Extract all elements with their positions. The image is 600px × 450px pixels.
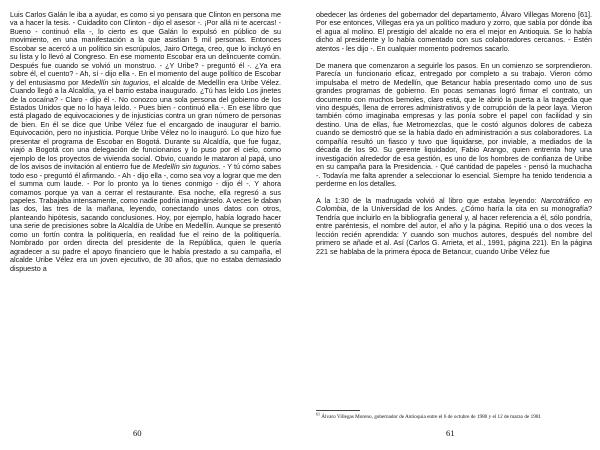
text-run: , el alcalde de Medellín era Uribe Vélez. Cuando llegó a la Alcaldía, ya el barrio estaba inaugurado. ¿Tú has leído Los jinetes de la cocaína? - Claro - dijo él -. No conozco una sola persona del gobierno de los Estados Unidos que no lo haya leído. - Pues bien - continuó ella -. En ese libro que está plagado de equivocaciones y de injusticias contra un gran número de personas de bien. En él se dice que Uribe Vélez fue el encargado de inaugurar el barrio. Equivocación, pero no injusticia. Porque Uribe Vélez no lo inauguró. Lo que hizo fue presentar el programa de Escobar en Bogotá. Durante su Alcaldía, que fue fugaz, viajó a Bogotá con una delegación de funcionarios y lo puso por el cielo, como ejemplo de los proyectos de vivienda social. Obvio, cuando le mataron al papá, uno de los avisos de invitación al entierro fue de [10,77,281,172]
text-run: . Por ese entonces, Villegas era ya un político maduro y zorro, que sabía por dónde iba el agua al molino. El prestigio del alcalde no era el mejor en Antioquia. Se lo había dicho al presidente y lo había comentado con sus colaboradores cercanos. - Estén atentos - les dijo -. En cualquier momento podremos sacarlo. [316,10,592,53]
right-page-text [316,11,592,256]
text-run: obedecer las órdenes del gobernador del departamento, Álvaro Villegas Moreno [316,10,578,19]
paragraph [10,11,281,273]
left-page [10,11,281,431]
text-run: , de la Universidad de los Andes. ¿Cómo haría la cita en su monografía? Tendría que incluirlo en la bibliografía general y, al hacer referencia a él, sólo pondría, entre paréntesis, el nombre del autor, el año y la página. Repitió una o dos veces la lección recién aprendida: Y cuando son muchos autores, después del nombre del primero se añade et al. Así (Carlos G. Arrieta, et al., 1991, página 221). En la página 221 se hablaba de la primera época de Betancur, cuando Uribe Vélez fue [316,204,592,256]
paragraph [316,11,592,53]
italic-title: Medellín sin tugurios [152,162,219,172]
right-page [316,11,592,431]
text-run: A la 1:30 de la madrugada volvió al libro que estaba leyendo: [316,195,541,205]
italic-title: Medellín sin tugurios [81,77,149,87]
left-page-text [10,11,281,273]
footnote-text: Álvaro Villegas Moreno, gobernador de Antioquia entre el 6 de octubre de 1980 y el 12 de marzo de 1981 [320,414,542,420]
text-run: Luis Carlos Galán le iba a ayudar, es como si yo pensara que Clinton en persona me va a hacer la tesis. - Cuidadito con Clinton - dijo el asesor -. ¡Por allá ni te acercas! - Bueno - continuó ella -, lo cierto es que Galán lo expulsó en público de su movimiento, en una manifestación a la que asistían 5 mil personas. Entonces Escobar se acercó a un político sin escrúpulos, Jairo Ortega, creo, que lo incluyó en su lista y lo llevó al Congreso. En ese momento Escobar era un delincuente común. Después fue cuando se volvió un monstruo. - ¿Y Uribe? - preguntó él -. ¿Ya era sobre él, el cuento? - Ah, sí - dijo ella -. En el momento del auge político de Escobar y del entusiasmo por [10,10,281,87]
italic-title: Narcotráfico en Colombia [316,195,592,214]
paragraph [316,197,592,256]
page-number-right: 61 [446,428,455,438]
text-run: . - Y tú cómo sabes todo eso - preguntó él afirmando. - Ah - dijo ella -, como sea voy a lograr que me den el summa cum laude. - Por lo pronto ya lo tienes conmigo - dijo él -. Y ahora comamos porque ya van a cerrar el restaurante. Esa noche, ella regresó a sus papeles. Trabajaba intensamente, como nadie podría imaginárselo. A veces le daban las dos, las tres de la mañana, leyendo, conectando unos datos con otros, planteando hipótesis, sacando conclusiones. Hoy, por ejemplo, había logrado hacer una serie de precisiones sobre la Alcaldía de Uribe en Medellín. Aunque se presentó como un fortín contra la politiquería, en realidad fue el reino de la politiquería. Nombrado por orden directa del presidente de la República, quien le quería agradecer a su padre el apoyo financiero que le había prestado a su campaña, el alcalde Uribe Vélez era un joven ejecutivo, de 30 años, que no estaba demasiado dispuesto a [10,162,281,273]
footnote [316,411,592,420]
footnote-marker: 61 [316,411,320,417]
page-number-left: 60 [133,428,142,438]
footnote-divider [316,410,360,411]
paragraph: De manera que comenzaron a seguirle los pasos. En un comienzo se sorprendieron. Parecía un funcionario eficaz, entregado por completo a su trabajo. Vieron cómo impulsaba el metro de Medellín, que Betancur había presentado como uno de sus grandes programas de gobierno. En pocas semanas logró firmar el contrato, un documento con muchos bemoles, claro está, que le abrió la puerta a la tragedia que vino después, llena de errores administrativos y de corrupción de la peor laya. Vieron también cómo imaginaba empresas y las ponía sobre el papel con facilidad y sin destino. Una de ellas, fue Metromezclas, que le costó algunos dolores de cabeza cuando se demostró que se la había dado en administración a sus colaboradores. La compañía resultó un fiasco y tuvo que liquidarse, por inviable, a mediados de la década de los 90. Su gerente liquidador, Fabio Arango, quien entrenta hoy una investigación alrededor de esa gestión, es uno de los hombres de confianza de Uribe en su campaña para la Presidencia. - Qué cantidad de papeles - pensó la muchacha -. Todavía me falta aprender a seleccionar lo esencial. Siempre ha tenido tendencia a perderme en los detalles. [316,60,592,189]
footnote-reference[interactable]: [61] [578,10,590,19]
